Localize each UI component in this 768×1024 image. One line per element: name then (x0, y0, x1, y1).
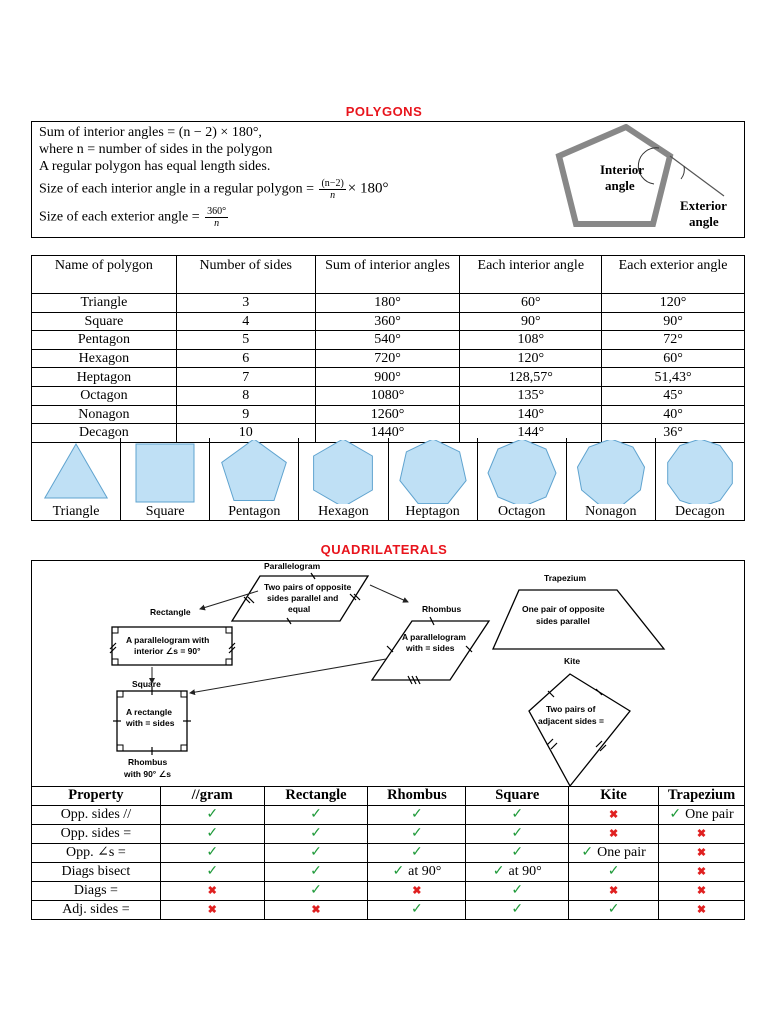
polygon-mark (399, 440, 465, 504)
cell-note: One pair (597, 845, 646, 861)
shape-label: Triangle (52, 504, 100, 519)
table-cell: 120° (460, 349, 602, 368)
table-cell (659, 881, 745, 900)
extension-line (670, 156, 724, 196)
table-row (32, 862, 745, 881)
tick-icon: ✓ (310, 864, 322, 880)
cross-icon: ✖ (696, 846, 707, 859)
polygon-shapes-strip (31, 438, 745, 521)
shape-cell (389, 438, 478, 520)
formula-line-1: Sum of interior angles = (n − 2) × 180°, (39, 125, 262, 140)
table-cell: 1260° (315, 405, 460, 424)
tick-icon: ✓ (607, 864, 620, 880)
table-cell (466, 824, 569, 843)
shape-cell (478, 438, 567, 520)
tick-icon: ✓ (607, 902, 620, 918)
shape-label: Nonagon (585, 504, 637, 519)
table-cell: 720° (315, 349, 460, 368)
interior-label-1: Interior (600, 162, 645, 177)
tick-icon: ✓ (392, 864, 405, 880)
table-cell: 72° (602, 331, 745, 350)
heptagon-shape (395, 440, 471, 504)
table-row (32, 312, 745, 331)
table-cell (368, 843, 466, 862)
table-cell: Heptagon (32, 368, 177, 387)
parallelogram-label: Parallelogram (264, 561, 321, 571)
tick-icon: ✓ (581, 845, 594, 861)
table-cell: 128,57° (460, 368, 602, 387)
table-cell: 60° (602, 349, 745, 368)
octagon-shape (484, 440, 560, 504)
formula-box (31, 121, 745, 238)
shape-label: Hexagon (318, 504, 369, 519)
quadrilateral-properties-table (31, 786, 745, 920)
polygon-mark (136, 444, 194, 502)
formula-4-suffix: × 180° (347, 180, 389, 197)
table-cell: 9 (176, 405, 315, 424)
fraction-denominator: n (330, 190, 336, 201)
tick-icon: ✓ (310, 807, 322, 823)
header-cell: Square (466, 787, 569, 806)
table-cell (264, 843, 368, 862)
tick-icon: ✓ (310, 845, 322, 861)
nonagon-shape (573, 440, 649, 504)
table-cell (368, 881, 466, 900)
shape-cell (121, 438, 210, 520)
formula-line-3: A regular polygon has equal length sides. (39, 159, 271, 174)
cross-icon: ✖ (608, 827, 619, 840)
tick-icon: ✓ (411, 902, 423, 918)
table-cell: Opp. sides = (32, 824, 161, 843)
table-cell: 360° (315, 312, 460, 331)
table-cell: Opp. ∠s = (32, 843, 161, 862)
header-cell: Property (32, 787, 161, 806)
parallelogram-desc-3: equal (288, 604, 311, 614)
tick-icon: ✓ (206, 826, 219, 842)
shape-cell (299, 438, 388, 520)
shape-label: Decagon (675, 504, 725, 519)
table-cell: 1440° (315, 424, 460, 443)
table-cell (264, 900, 368, 919)
table-cell: 51,43° (602, 368, 745, 387)
formula-4-prefix: Size of each interior angle in a regular polygon = (39, 181, 318, 197)
table-cell (569, 900, 659, 919)
table-row (32, 368, 745, 387)
header-cell: Sum of interior angles (315, 256, 460, 294)
polygon-mark (222, 440, 287, 501)
shape-label: Octagon (497, 504, 546, 519)
square-desc-2: with = sides (126, 718, 175, 728)
exterior-label-1: Exterior (680, 198, 727, 213)
header-cell: //gram (160, 787, 264, 806)
table-cell: Pentagon (32, 331, 177, 350)
formula-line-2: where n = number of sides in the polygon (39, 142, 273, 157)
table-cell: 140° (460, 405, 602, 424)
table-cell: 5 (176, 331, 315, 350)
quadrilateral-hierarchy-diagram (32, 561, 746, 788)
exterior-angle-fraction (205, 206, 228, 229)
square-shape (127, 440, 203, 504)
table-cell: Hexagon (32, 349, 177, 368)
polygons-title: POLYGONS (345, 104, 423, 119)
table-row (32, 900, 745, 919)
tick-icon: ✓ (310, 826, 322, 842)
table-cell: 3 (176, 294, 315, 313)
table-cell: 60° (460, 294, 602, 313)
square-desc-1: A rectangle (126, 707, 172, 717)
rectangle-label: Rectangle (150, 607, 191, 617)
table-cell: 90° (602, 312, 745, 331)
table-row (32, 331, 745, 350)
table-cell (659, 824, 745, 843)
table-cell (368, 824, 466, 843)
table-cell (160, 843, 264, 862)
cross-icon: ✖ (696, 827, 707, 840)
kite-desc-2: adjacent sides = (538, 716, 604, 726)
table-cell (569, 881, 659, 900)
triangle-shape (38, 440, 114, 504)
rhombus-desc-1: A parallelogram (402, 632, 466, 642)
arrow-to-rhombus (370, 585, 408, 602)
polygon-table-header (32, 256, 745, 294)
polygon-mark (668, 440, 733, 504)
table-cell (659, 805, 745, 824)
shape-label: Pentagon (228, 504, 281, 519)
fraction-numerator: (n−2) (321, 178, 344, 189)
formula-line-4 (39, 178, 389, 201)
cross-icon: ✖ (311, 903, 321, 916)
properties-header (32, 787, 745, 806)
quadrilateral-diagram-box (31, 560, 745, 787)
table-row (32, 349, 745, 368)
table-cell: 108° (460, 331, 602, 350)
arrow-to-rectangle (200, 591, 258, 609)
table-cell: 36° (602, 424, 745, 443)
exterior-label-2: angle (689, 214, 719, 229)
header-cell: Trapezium (659, 787, 745, 806)
table-cell (264, 881, 368, 900)
table-row (32, 805, 745, 824)
rhombus-note-1: Rhombus (128, 757, 168, 767)
quadrilaterals-title: QUADRILATERALS (320, 542, 448, 557)
tick-icon: ✓ (411, 845, 423, 861)
cell-note: One pair (685, 807, 734, 823)
polygon-mark (314, 440, 373, 504)
header-cell: Rhombus (368, 787, 466, 806)
tick-icon: ✓ (669, 807, 682, 823)
table-cell (368, 900, 466, 919)
table-cell (264, 862, 368, 881)
table-cell: 8 (176, 386, 315, 405)
table-cell (659, 843, 745, 862)
tick-icon: ✓ (492, 864, 505, 880)
table-cell (466, 862, 569, 881)
parallelogram-desc-1: Two pairs of opposite (264, 582, 352, 592)
table-cell (160, 805, 264, 824)
hexagon-shape (305, 440, 381, 504)
polygon-mark (45, 444, 107, 498)
table-cell (569, 843, 659, 862)
table-cell (368, 805, 466, 824)
exterior-arc (681, 166, 684, 179)
parallelogram-desc-2: sides parallel and (267, 593, 339, 603)
rectangle-desc-1: A parallelogram with (126, 635, 210, 645)
arrow-rhombus-to-square (190, 659, 386, 693)
rhombus-label: Rhombus (422, 604, 462, 614)
table-cell (659, 900, 745, 919)
cross-icon: ✖ (207, 903, 217, 916)
table-cell: 10 (176, 424, 315, 443)
table-cell (569, 824, 659, 843)
table-cell: Decagon (32, 424, 177, 443)
square-label: Square (132, 679, 161, 689)
cross-icon: ✖ (608, 884, 619, 897)
tick-icon: ✓ (511, 902, 524, 918)
rhombus-desc-2: with = sides (406, 643, 455, 653)
kite-desc-1: Two pairs of (546, 704, 596, 714)
table-cell: 120° (602, 294, 745, 313)
table-row (32, 294, 745, 313)
header-cell: Each exterior angle (602, 256, 745, 294)
header-cell: Kite (569, 787, 659, 806)
formula-5-prefix: Size of each exterior angle = (39, 209, 204, 225)
table-row (32, 405, 745, 424)
kite-shape (529, 674, 630, 786)
table-cell (264, 805, 368, 824)
tick-icon: ✓ (206, 845, 219, 861)
header-cell: Number of sides (176, 256, 315, 294)
pentagon-shape (216, 440, 292, 504)
table-cell: 1080° (315, 386, 460, 405)
polygon-mark (488, 440, 556, 504)
table-cell (368, 862, 466, 881)
tick-icon: ✓ (310, 883, 322, 899)
table-cell (466, 900, 569, 919)
tick-icon: ✓ (206, 864, 219, 880)
cross-icon: ✖ (696, 903, 707, 916)
tick-icon: ✓ (511, 826, 524, 842)
table-cell (466, 843, 569, 862)
table-cell: 900° (315, 368, 460, 387)
header-cell: Each interior angle (460, 256, 602, 294)
shape-cell (210, 438, 299, 520)
interior-label-2: angle (605, 178, 635, 193)
tick-icon: ✓ (511, 883, 524, 899)
tick-icon: ✓ (206, 807, 219, 823)
shape-cell (656, 438, 744, 520)
pentagon-angle-diagram (542, 124, 742, 236)
table-cell: 4 (176, 312, 315, 331)
table-cell: 540° (315, 331, 460, 350)
cross-icon: ✖ (207, 884, 217, 897)
table-cell: Opp. sides // (32, 805, 161, 824)
cell-note: at 90° (508, 864, 542, 880)
table-cell (659, 862, 745, 881)
shape-label: Heptagon (405, 504, 460, 519)
table-cell: Nonagon (32, 405, 177, 424)
rectangle-desc-2: interior ∠s = 90° (134, 646, 201, 656)
table-cell: Triangle (32, 294, 177, 313)
table-row (32, 824, 745, 843)
shape-label: Square (145, 504, 185, 519)
trapezium-label: Trapezium (544, 573, 587, 583)
polygon-table (31, 255, 745, 443)
shape-cell (32, 438, 121, 520)
table-cell (160, 900, 264, 919)
table-cell: 45° (602, 386, 745, 405)
rhombus-note-2: with 90° ∠s (124, 769, 171, 779)
formula-line-5 (39, 206, 230, 229)
cross-icon: ✖ (608, 808, 619, 821)
tick-icon: ✓ (411, 826, 423, 842)
shape-cell (567, 438, 656, 520)
table-row (32, 881, 745, 900)
trapezium-desc-2: sides parallel (536, 616, 590, 626)
fraction-denominator: n (214, 218, 220, 229)
table-cell: 180° (315, 294, 460, 313)
table-cell (466, 805, 569, 824)
tick-icon: ✓ (511, 807, 524, 823)
header-cell: Name of polygon (32, 256, 177, 294)
table-cell (160, 862, 264, 881)
table-cell (264, 824, 368, 843)
table-cell (466, 881, 569, 900)
table-cell: Diags bisect (32, 862, 161, 881)
interior-angle-fraction (319, 178, 345, 201)
fraction-numerator: 360° (207, 206, 227, 217)
table-cell: 7 (176, 368, 315, 387)
table-cell: Adj. sides = (32, 900, 161, 919)
cross-icon: ✖ (696, 865, 707, 878)
tick-icon: ✓ (411, 807, 423, 823)
trapezium-desc-1: One pair of opposite (522, 604, 605, 614)
table-cell: Square (32, 312, 177, 331)
table-cell: 144° (460, 424, 602, 443)
cross-icon: ✖ (696, 884, 707, 897)
table-cell: 40° (602, 405, 745, 424)
decagon-shape (662, 440, 738, 504)
tick-icon: ✓ (511, 845, 524, 861)
table-cell: 6 (176, 349, 315, 368)
table-cell (160, 824, 264, 843)
table-row (32, 843, 745, 862)
table-cell: Diags = (32, 881, 161, 900)
table-cell: Octagon (32, 386, 177, 405)
header-cell: Rectangle (264, 787, 368, 806)
kite-label: Kite (564, 656, 581, 666)
table-cell (160, 881, 264, 900)
table-cell (569, 862, 659, 881)
table-row (32, 386, 745, 405)
table-cell: 90° (460, 312, 602, 331)
polygon-mark (577, 440, 644, 504)
cross-icon: ✖ (412, 884, 422, 897)
table-cell (569, 805, 659, 824)
table-cell: 135° (460, 386, 602, 405)
cell-note: at 90° (408, 864, 442, 880)
